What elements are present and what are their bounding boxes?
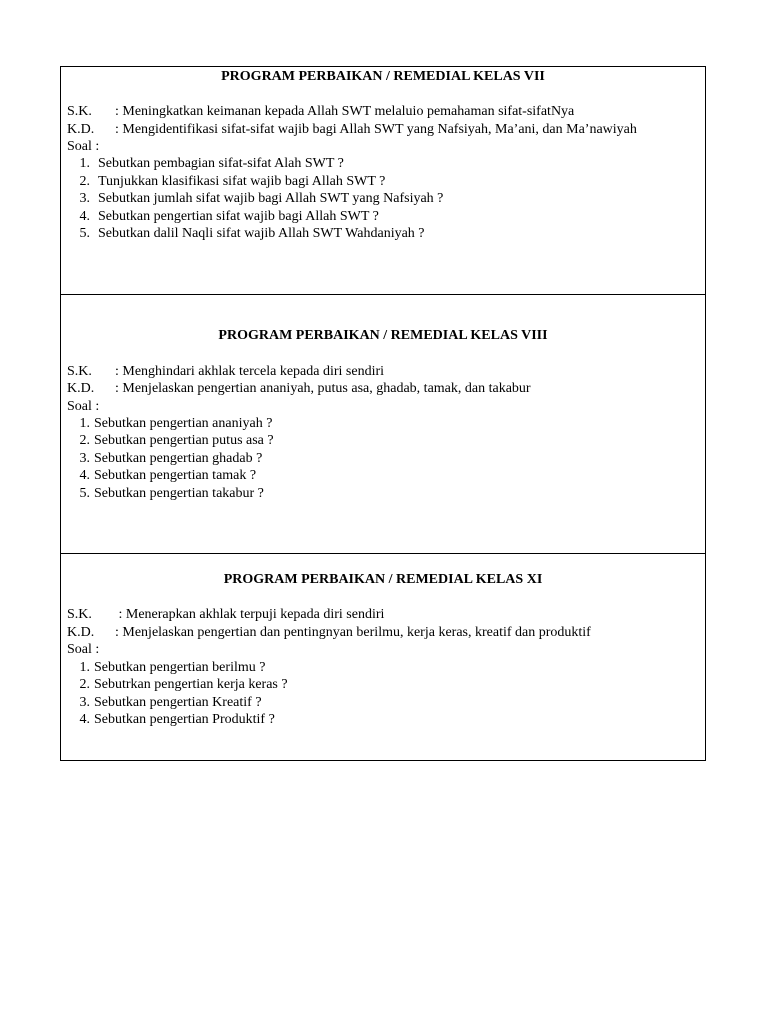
sk-label: S.K. [67, 104, 92, 119]
question-number: 4. [79, 712, 90, 727]
kd-text: : Menjelaskan pengertian ananiyah, putus asa, ghadab, tamak, dan takabur [115, 381, 531, 396]
question-number: 3. [79, 191, 90, 206]
question-text: Sebutkan dalil Naqli sifat wajib Allah SWT Wahdaniyah ? [98, 226, 425, 241]
question-text: Sebutkan jumlah sifat wajib bagi Allah SWT yang Nafsiyah ? [98, 191, 444, 206]
section-title: PROGRAM PERBAIKAN / REMEDIAL KELAS VIII [218, 328, 548, 343]
question-text: Sebutkan pengertian Produktif ? [94, 712, 275, 727]
section-title: PROGRAM PERBAIKAN / REMEDIAL KELAS XI [223, 572, 543, 587]
question-item [67, 659, 701, 677]
section-kelas-vii [61, 67, 705, 295]
question-item [67, 190, 701, 208]
question-text: Sebutkan pengertian takabur ? [94, 486, 264, 501]
soal-label: Soal : [67, 139, 100, 154]
kd-line [67, 121, 701, 139]
kd-line [67, 380, 701, 398]
section-title: PROGRAM PERBAIKAN / REMEDIAL KELAS VII [221, 69, 545, 84]
question-number: 4. [79, 468, 90, 483]
question-text: Sebutrkan pengertian kerja keras ? [94, 677, 288, 692]
kd-label: K.D. [67, 122, 95, 137]
section-kelas-viii [61, 295, 705, 554]
question-text: Sebutkan pengertian putus asa ? [94, 433, 274, 448]
question-text: Sebutkan pengertian ananiyah ? [94, 416, 273, 431]
sk-label: S.K. [67, 607, 92, 622]
question-item [67, 155, 701, 173]
question-number: 2. [79, 433, 90, 448]
sk-line [67, 606, 701, 624]
question-item [67, 711, 701, 729]
question-number: 3. [79, 451, 90, 466]
question-number: 5. [79, 226, 90, 241]
kd-text: : Mengidentifikasi sifat-sifat wajib bagi Allah SWT yang Nafsiyah, Ma’ani, dan Ma’nawiyah [115, 122, 637, 137]
question-text: Sebutkan pengertian berilmu ? [94, 660, 266, 675]
question-number: 3. [79, 695, 90, 710]
section-kelas-xi [61, 554, 705, 760]
question-item [67, 467, 701, 485]
kd-line [67, 624, 701, 642]
soal-label: Soal : [67, 399, 100, 414]
kd-label: K.D. [67, 381, 95, 396]
kd-label: K.D. [67, 625, 95, 640]
question-item [67, 450, 701, 468]
question-number: 2. [79, 677, 90, 692]
sk-text: : Menerapkan akhlak terpuji kepada diri sendiri [115, 607, 385, 622]
question-item [67, 676, 701, 694]
question-item [67, 485, 701, 503]
sk-line [67, 103, 701, 121]
question-item [67, 208, 701, 226]
question-item [67, 415, 701, 433]
question-text: Tunjukkan klasifikasi sifat wajib bagi Allah SWT ? [98, 174, 386, 189]
question-text: Sebutkan pengertian Kreatif ? [94, 695, 262, 710]
remedial-table [60, 66, 706, 761]
question-number: 5. [79, 486, 90, 501]
question-item [67, 173, 701, 191]
question-number: 2. [79, 174, 90, 189]
sk-label: S.K. [67, 364, 92, 379]
question-number: 1. [79, 416, 90, 431]
question-text: Sebutkan pengertian sifat wajib bagi Allah SWT ? [98, 209, 379, 224]
question-text: Sebutkan pengertian tamak ? [94, 468, 257, 483]
sk-text: : Meningkatkan keimanan kepada Allah SWT melaluio pemahaman sifat-sifatNya [115, 104, 575, 119]
question-item [67, 225, 701, 243]
sk-line [67, 363, 701, 381]
question-number: 4. [79, 209, 90, 224]
question-number: 1. [79, 660, 90, 675]
question-text: Sebutkan pengertian ghadab ? [94, 451, 263, 466]
question-item [67, 694, 701, 712]
soal-label: Soal : [67, 642, 100, 657]
question-text: Sebutkan pembagian sifat-sifat Alah SWT ? [98, 156, 344, 171]
sk-text: : Menghindari akhlak tercela kepada diri sendiri [115, 364, 385, 379]
kd-text: : Menjelaskan pengertian dan pentingnyan berilmu, kerja keras, kreatif dan produktif [115, 625, 591, 640]
question-number: 1. [79, 156, 90, 171]
question-item [67, 432, 701, 450]
